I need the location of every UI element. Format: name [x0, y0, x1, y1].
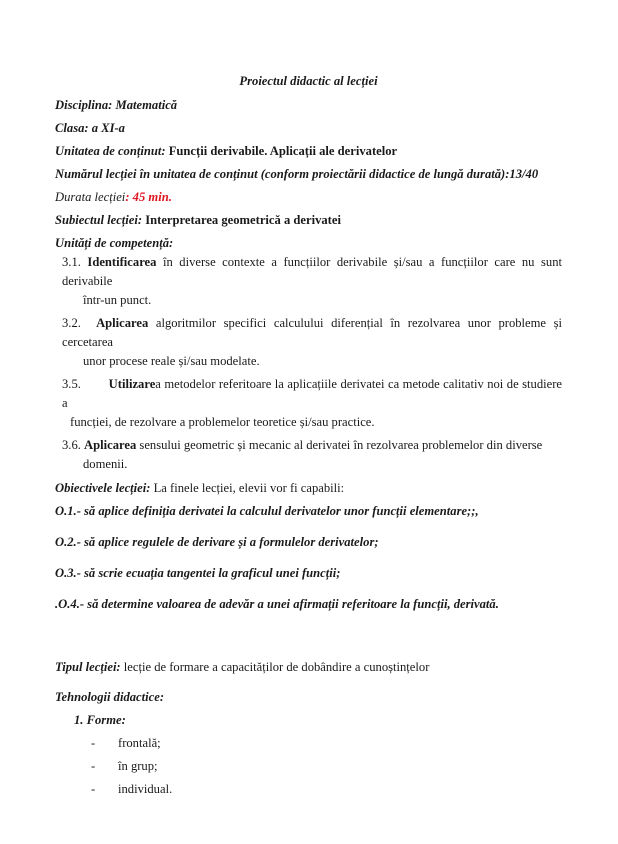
competenta-continuation: funcției, de rezolvare a problemelor teoretice și/sau practice.	[70, 415, 375, 429]
objective-item: .O.4.- să determine valoarea de adevăr a unei afirmații referitoare la funcții, derivată.	[55, 597, 499, 611]
unitatea-line	[55, 143, 562, 159]
disciplina-line: Disciplina: Matematică	[55, 98, 178, 112]
objective-item: O.2.- să aplice regulele de derivare și a formulelor derivatelor;	[55, 535, 379, 549]
competenta-number: 3.6.	[62, 438, 81, 452]
tipul-value: lecție de formare a capacităților de dobândire a cunoștințelor	[120, 660, 430, 674]
competenta-number: 3.2.	[62, 316, 81, 330]
list-item	[91, 735, 562, 751]
unitati-label: Unități de competență:	[55, 236, 174, 250]
competenta-continuation: domenii.	[83, 457, 128, 471]
competenta-verb: Aplicarea	[96, 316, 149, 330]
document-title: Proiectul didactic al lecției	[239, 74, 378, 88]
tehnologii-label: Tehnologii didactice:	[55, 690, 165, 704]
list-bullet: -	[91, 736, 96, 750]
list-item-text: frontală;	[118, 736, 161, 750]
competenta-verb: Identificarea	[87, 255, 157, 269]
list-item	[91, 781, 562, 797]
subiectul-value: Interpretarea geometrică a derivatei	[142, 213, 341, 227]
forme-label: 1. Forme:	[74, 713, 126, 727]
competenta-item	[62, 253, 562, 310]
competenta-verb: Aplicarea	[84, 438, 137, 452]
competenta-item	[62, 314, 562, 371]
objective-item: O.3.- să scrie ecuația tangentei la graficul unei funcții;	[55, 566, 341, 580]
tipul-label: Tipul lecției:	[55, 660, 121, 674]
subiectul-line	[55, 212, 562, 228]
obiective-intro: La finele lecției, elevii vor fi capabili:	[150, 481, 345, 495]
durata-line	[55, 189, 562, 205]
subiectul-label: Subiectul lecției:	[55, 213, 143, 227]
clasa-line: Clasa: a XI-a	[55, 121, 125, 135]
durata-label: Durata lecției	[55, 190, 126, 204]
competenta-number: 3.5.	[62, 377, 81, 391]
competenta-text: sensului geometric și mecanic al derivatei în rezolvarea problemelor din diverse	[136, 438, 543, 452]
durata-value: : 45 min.	[125, 190, 172, 204]
list-item	[91, 758, 562, 774]
obiective-label: Obiectivele lecției:	[55, 481, 151, 495]
competenta-item	[62, 375, 562, 432]
competenta-verb: Utilizare	[108, 377, 156, 391]
competenta-continuation: unor procese reale și/sau modelate.	[83, 354, 260, 368]
competenta-continuation: într-un punct.	[83, 293, 152, 307]
competenta-text: în diverse contexte a funcțiilor derivabile și/sau a funcțiilor care nu sunt derivabile	[62, 255, 562, 288]
competenta-number: 3.1.	[62, 255, 81, 269]
obiective-line	[55, 480, 562, 496]
unitatea-label: Unitatea de conținut:	[55, 144, 166, 158]
competenta-text: a metodelor referitoare la aplicațiile derivatei ca metode calitativ noi de studiere a	[62, 377, 563, 410]
competenta-item	[62, 436, 562, 474]
competenta-text: algoritmilor specifici calculului diferențial în rezolvarea unor probleme și cercetarea	[62, 316, 563, 349]
list-bullet: -	[91, 759, 96, 773]
unitatea-value: Funcții derivabile. Aplicații ale derivatelor	[165, 144, 398, 158]
list-bullet: -	[91, 782, 96, 796]
tipul-line	[55, 659, 562, 675]
list-item-text: individual.	[118, 782, 173, 796]
list-item-text: în grup;	[118, 759, 158, 773]
objective-item: O.1.- să aplice definiția derivatei la calculul derivatelor unor funcții elementare;;,	[55, 504, 479, 518]
numarul-line: Numărul lecției în unitatea de conținut (conform proiectării didactice de lungă durată):13/40	[55, 167, 539, 181]
